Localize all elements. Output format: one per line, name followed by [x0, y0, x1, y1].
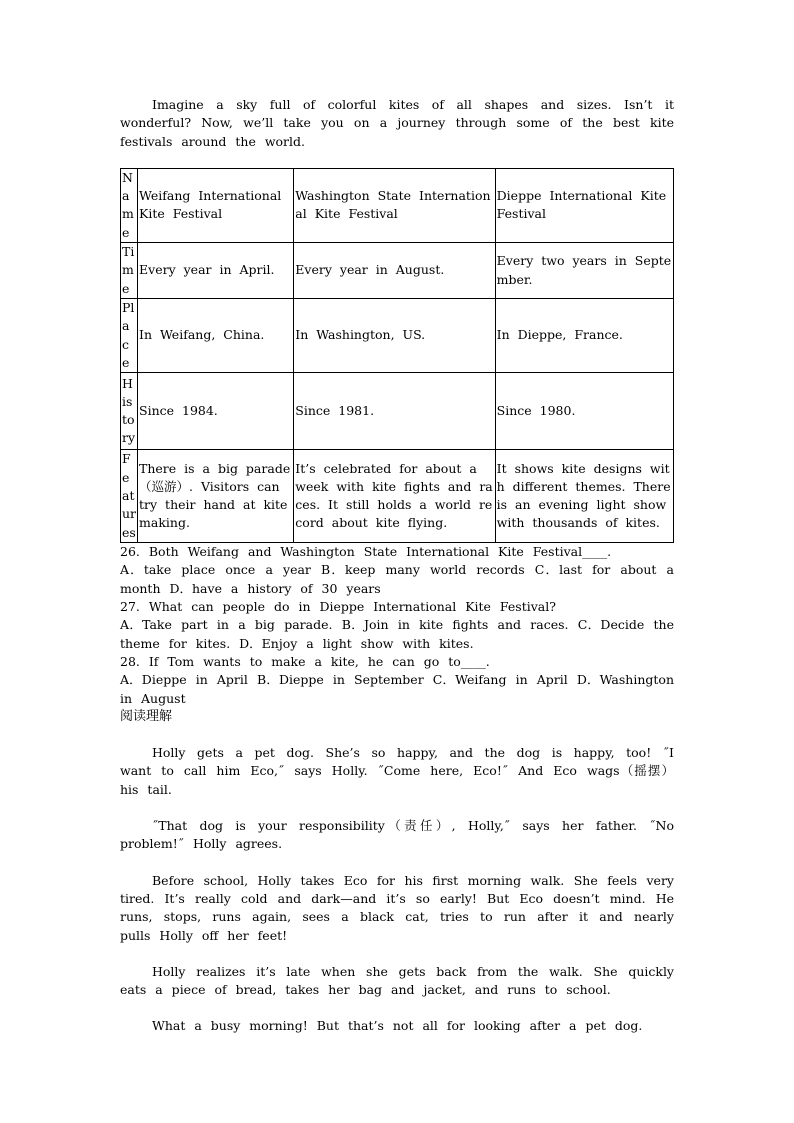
cell-dieppe-history: Since 1980.	[495, 373, 673, 450]
cell-washington-features: It’s celebrated for about a week with kite fights and races. It still holds a world record about kite flying.	[294, 450, 495, 543]
question-27-options: A．Take part in a big parade. B．Join in kite fights and races. C．Decide the theme for kites. D．Enjoy a light show with kites.	[120, 617, 674, 651]
row-label-features: Features	[121, 450, 138, 543]
story-paragraph: Holly gets a pet dog. She’s so happy, and the dog is happy, too! ˝I want to call him Eco,˝ says Holly. ˝Come here, Eco!˝ And Eco wags（摇摆）his tail.	[120, 745, 674, 797]
story-paragraph: What a busy morning! But that’s not all for looking after a pet dog.	[152, 1018, 643, 1034]
intro-paragraph: Imagine a sky full of colorful kites of all shapes and sizes. Isn’t it wonderful? Now, we’ll take you on a journey through some of the best kite festivals around the world.	[120, 97, 674, 149]
cell-weifang-time: Every year in April.	[138, 243, 294, 299]
cell-weifang-features: There is a big parade（巡游）. Visitors can try their hand at kite making.	[138, 450, 294, 543]
question-27: 27. What can people do in Dieppe International Kite Festival?	[120, 599, 556, 615]
section-heading: 阅读理解	[120, 708, 173, 724]
cell-washington-time: Every year in August.	[294, 243, 495, 299]
row-label-history: History	[121, 373, 138, 450]
cell-weifang-history: Since 1984.	[138, 373, 294, 450]
cell-dieppe-name: Dieppe International Kite Festival	[495, 168, 673, 242]
table-row-name	[121, 168, 674, 242]
story-paragraph: Holly realizes it’s late when she gets back from the walk. She quickly eats a piece of bread, takes her bag and jacket, and runs to school.	[120, 963, 674, 998]
cell-dieppe-features: It shows kite designs with different themes. There is an evening light show with thousands of kites.	[495, 450, 673, 543]
cell-washington-history: Since 1981.	[294, 373, 495, 450]
table-row-place	[121, 298, 674, 372]
story-paragraph: Before school, Holly takes Eco for his first morning walk. She feels very tired. It’s really cold and dark—and it’s so early! But Eco doesn’t mind. He runs, stops, runs again, sees a black cat, tries to run after it and nearly pulls Holly off her feet!	[120, 872, 674, 943]
story-paragraph: ˝That dog is your responsibility（责任）, Holly,˝ says her father. ˝No problem!˝ Holly agrees.	[120, 818, 674, 852]
question-26: 26. Both Weifang and Washington State International Kite Festival____.	[120, 544, 612, 560]
row-label-name: Name	[121, 168, 138, 242]
table-row-time	[121, 243, 674, 299]
cell-weifang-place: In Weifang, China.	[138, 298, 294, 372]
table-row-features	[121, 450, 674, 543]
cell-washington-place: In Washington, US.	[294, 298, 495, 372]
question-28: 28. If Tom wants to make a kite, he can go to____.	[120, 653, 490, 669]
question-28-options: A．Dieppe in April B．Dieppe in September C．Weifang in April D．Washington in August	[120, 672, 674, 706]
document-page	[120, 96, 674, 1036]
question-26-options: A．take place once a year B．keep many world records C．last for about a month D．have a history of 30 years	[120, 562, 674, 596]
table-row-history	[121, 373, 674, 450]
cell-washington-name: Washington State International Kite Festival	[294, 168, 495, 242]
cell-dieppe-place: In Dieppe, France.	[495, 298, 673, 372]
cell-dieppe-time: Every two years in September.	[495, 243, 673, 299]
row-label-place: Place	[121, 298, 138, 372]
kite-festival-table	[120, 168, 674, 543]
row-label-time: Time	[121, 243, 138, 299]
cell-weifang-name: Weifang International Kite Festival	[138, 168, 294, 242]
